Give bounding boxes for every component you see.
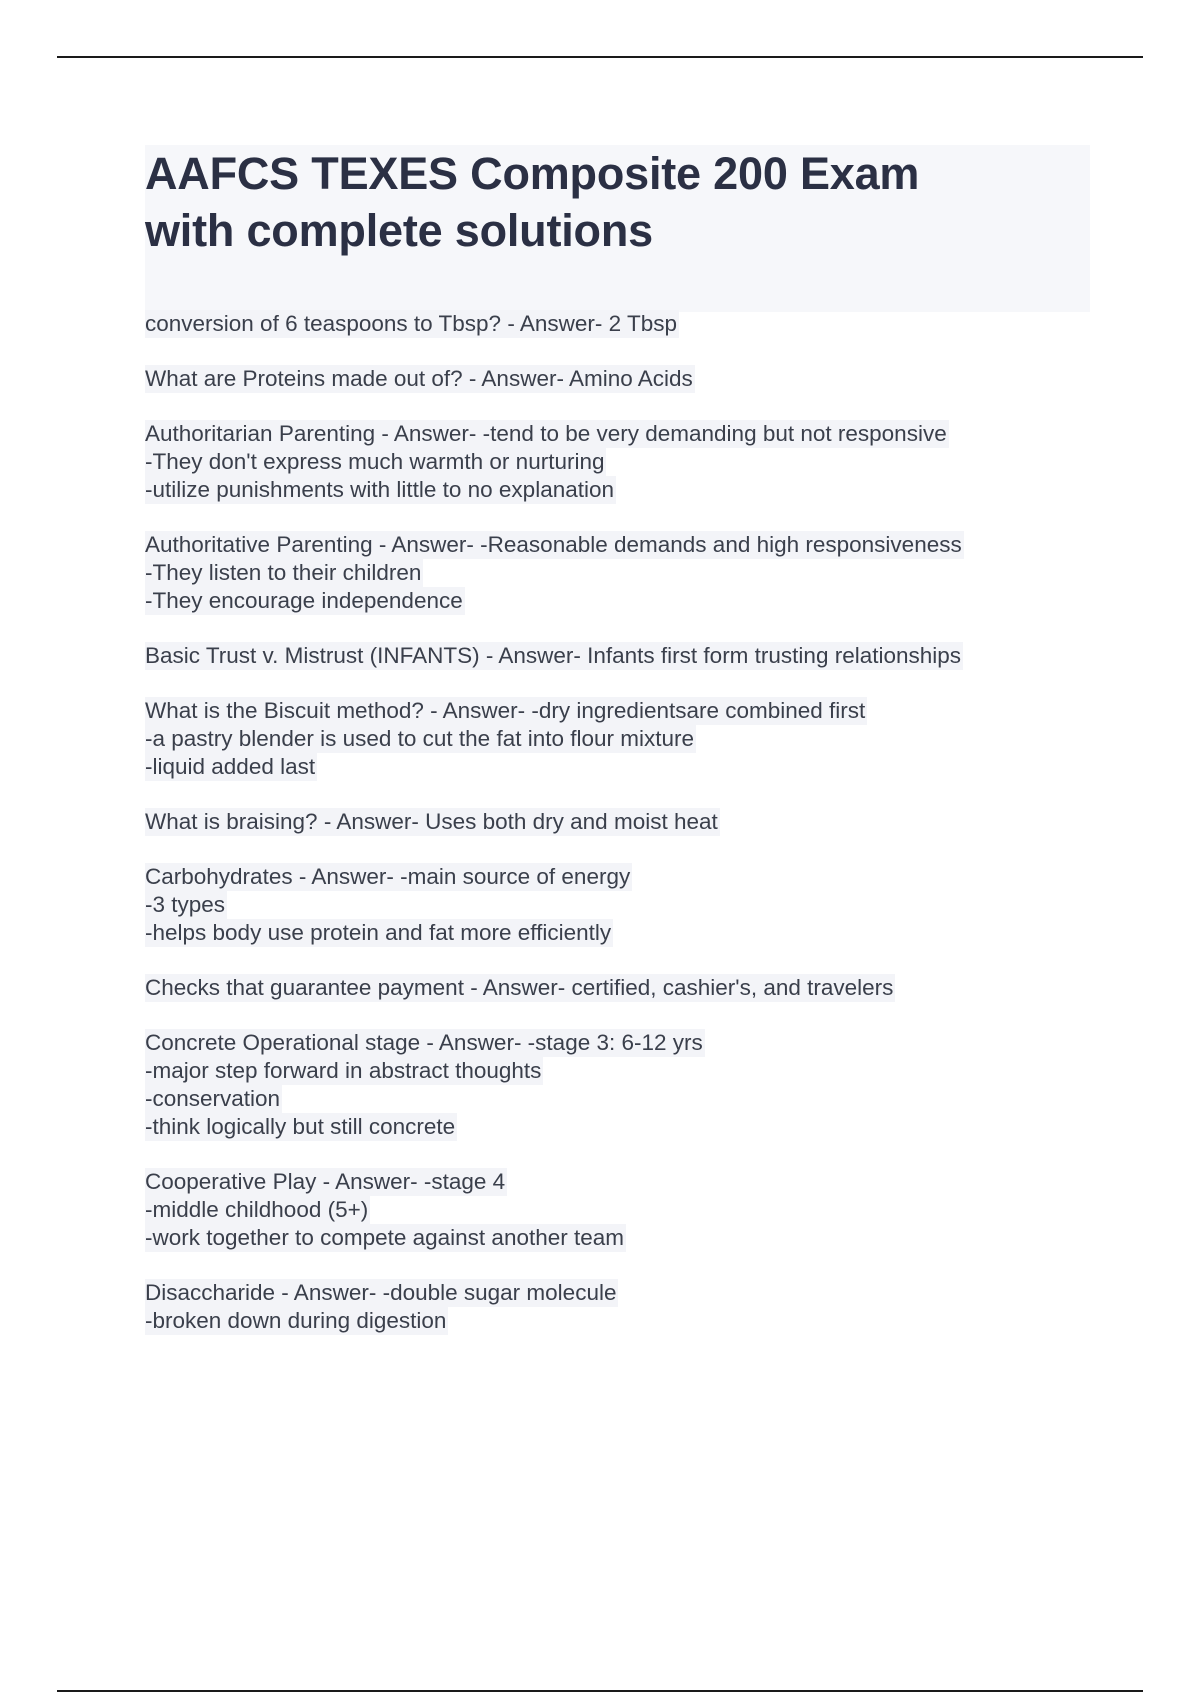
qa-line: Concrete Operational stage - Answer- -stage 3: 6-12 yrs [145,1030,703,1055]
qa-item [145,697,1105,781]
qa-line: Carbohydrates - Answer- -main source of energy [145,864,631,889]
qa-line: Authoritative Parenting - Answer- -Reasonable demands and high responsiveness [145,532,962,557]
qa-item [145,863,1105,947]
qa-line: -major step forward in abstract thoughts [145,1058,542,1083]
qa-line: -broken down during digestion [145,1308,447,1333]
title-block [145,145,1090,312]
qa-line: -3 types [145,892,226,917]
qa-item [145,531,1105,615]
bottom-rule [57,1690,1143,1692]
qa-line: -They listen to their children [145,560,422,585]
qa-line: -work together to compete against another team [145,1225,625,1250]
qa-line: What is the Biscuit method? - Answer- -dry ingredientsare combined first [145,698,866,723]
qa-list [145,310,1105,1362]
qa-line: -They encourage independence [145,588,463,613]
qa-item [145,420,1105,504]
qa-item [145,365,1105,393]
qa-item [145,1168,1105,1252]
qa-item [145,808,1105,836]
page-title [145,145,1090,259]
qa-line: What is braising? - Answer- Uses both dry and moist heat [145,809,718,834]
qa-item [145,1279,1105,1335]
title-line-1: AAFCS TEXES Composite 200 Exam [145,148,920,199]
qa-item [145,1029,1105,1141]
qa-line: Cooperative Play - Answer- -stage 4 [145,1169,506,1194]
qa-line: Authoritarian Parenting - Answer- -tend to be very demanding but not responsive [145,421,947,446]
qa-line: -helps body use protein and fat more efficiently [145,920,612,945]
qa-line: Checks that guarantee payment - Answer- certified, cashier's, and travelers [145,975,894,1000]
qa-item [145,974,1105,1002]
qa-item [145,310,1105,338]
qa-line: -They don't express much warmth or nurturing [145,449,605,474]
top-rule [57,56,1143,58]
qa-line: Basic Trust v. Mistrust (INFANTS) - Answer- Infants first form trusting relationships [145,643,962,668]
qa-line: -conservation [145,1086,281,1111]
qa-line: -think logically but still concrete [145,1114,456,1139]
qa-item [145,642,1105,670]
qa-line: -liquid added last [145,754,316,779]
qa-line: What are Proteins made out of? - Answer- Amino Acids [145,366,693,391]
qa-line: Disaccharide - Answer- -double sugar molecule [145,1280,617,1305]
qa-line: -a pastry blender is used to cut the fat into flour mixture [145,726,695,751]
title-line-2: with complete solutions [145,205,653,256]
qa-line: conversion of 6 teaspoons to Tbsp? - Answer- 2 Tbsp [145,311,677,336]
qa-line: -utilize punishments with little to no explanation [145,477,615,502]
qa-line: -middle childhood (5+) [145,1197,369,1222]
